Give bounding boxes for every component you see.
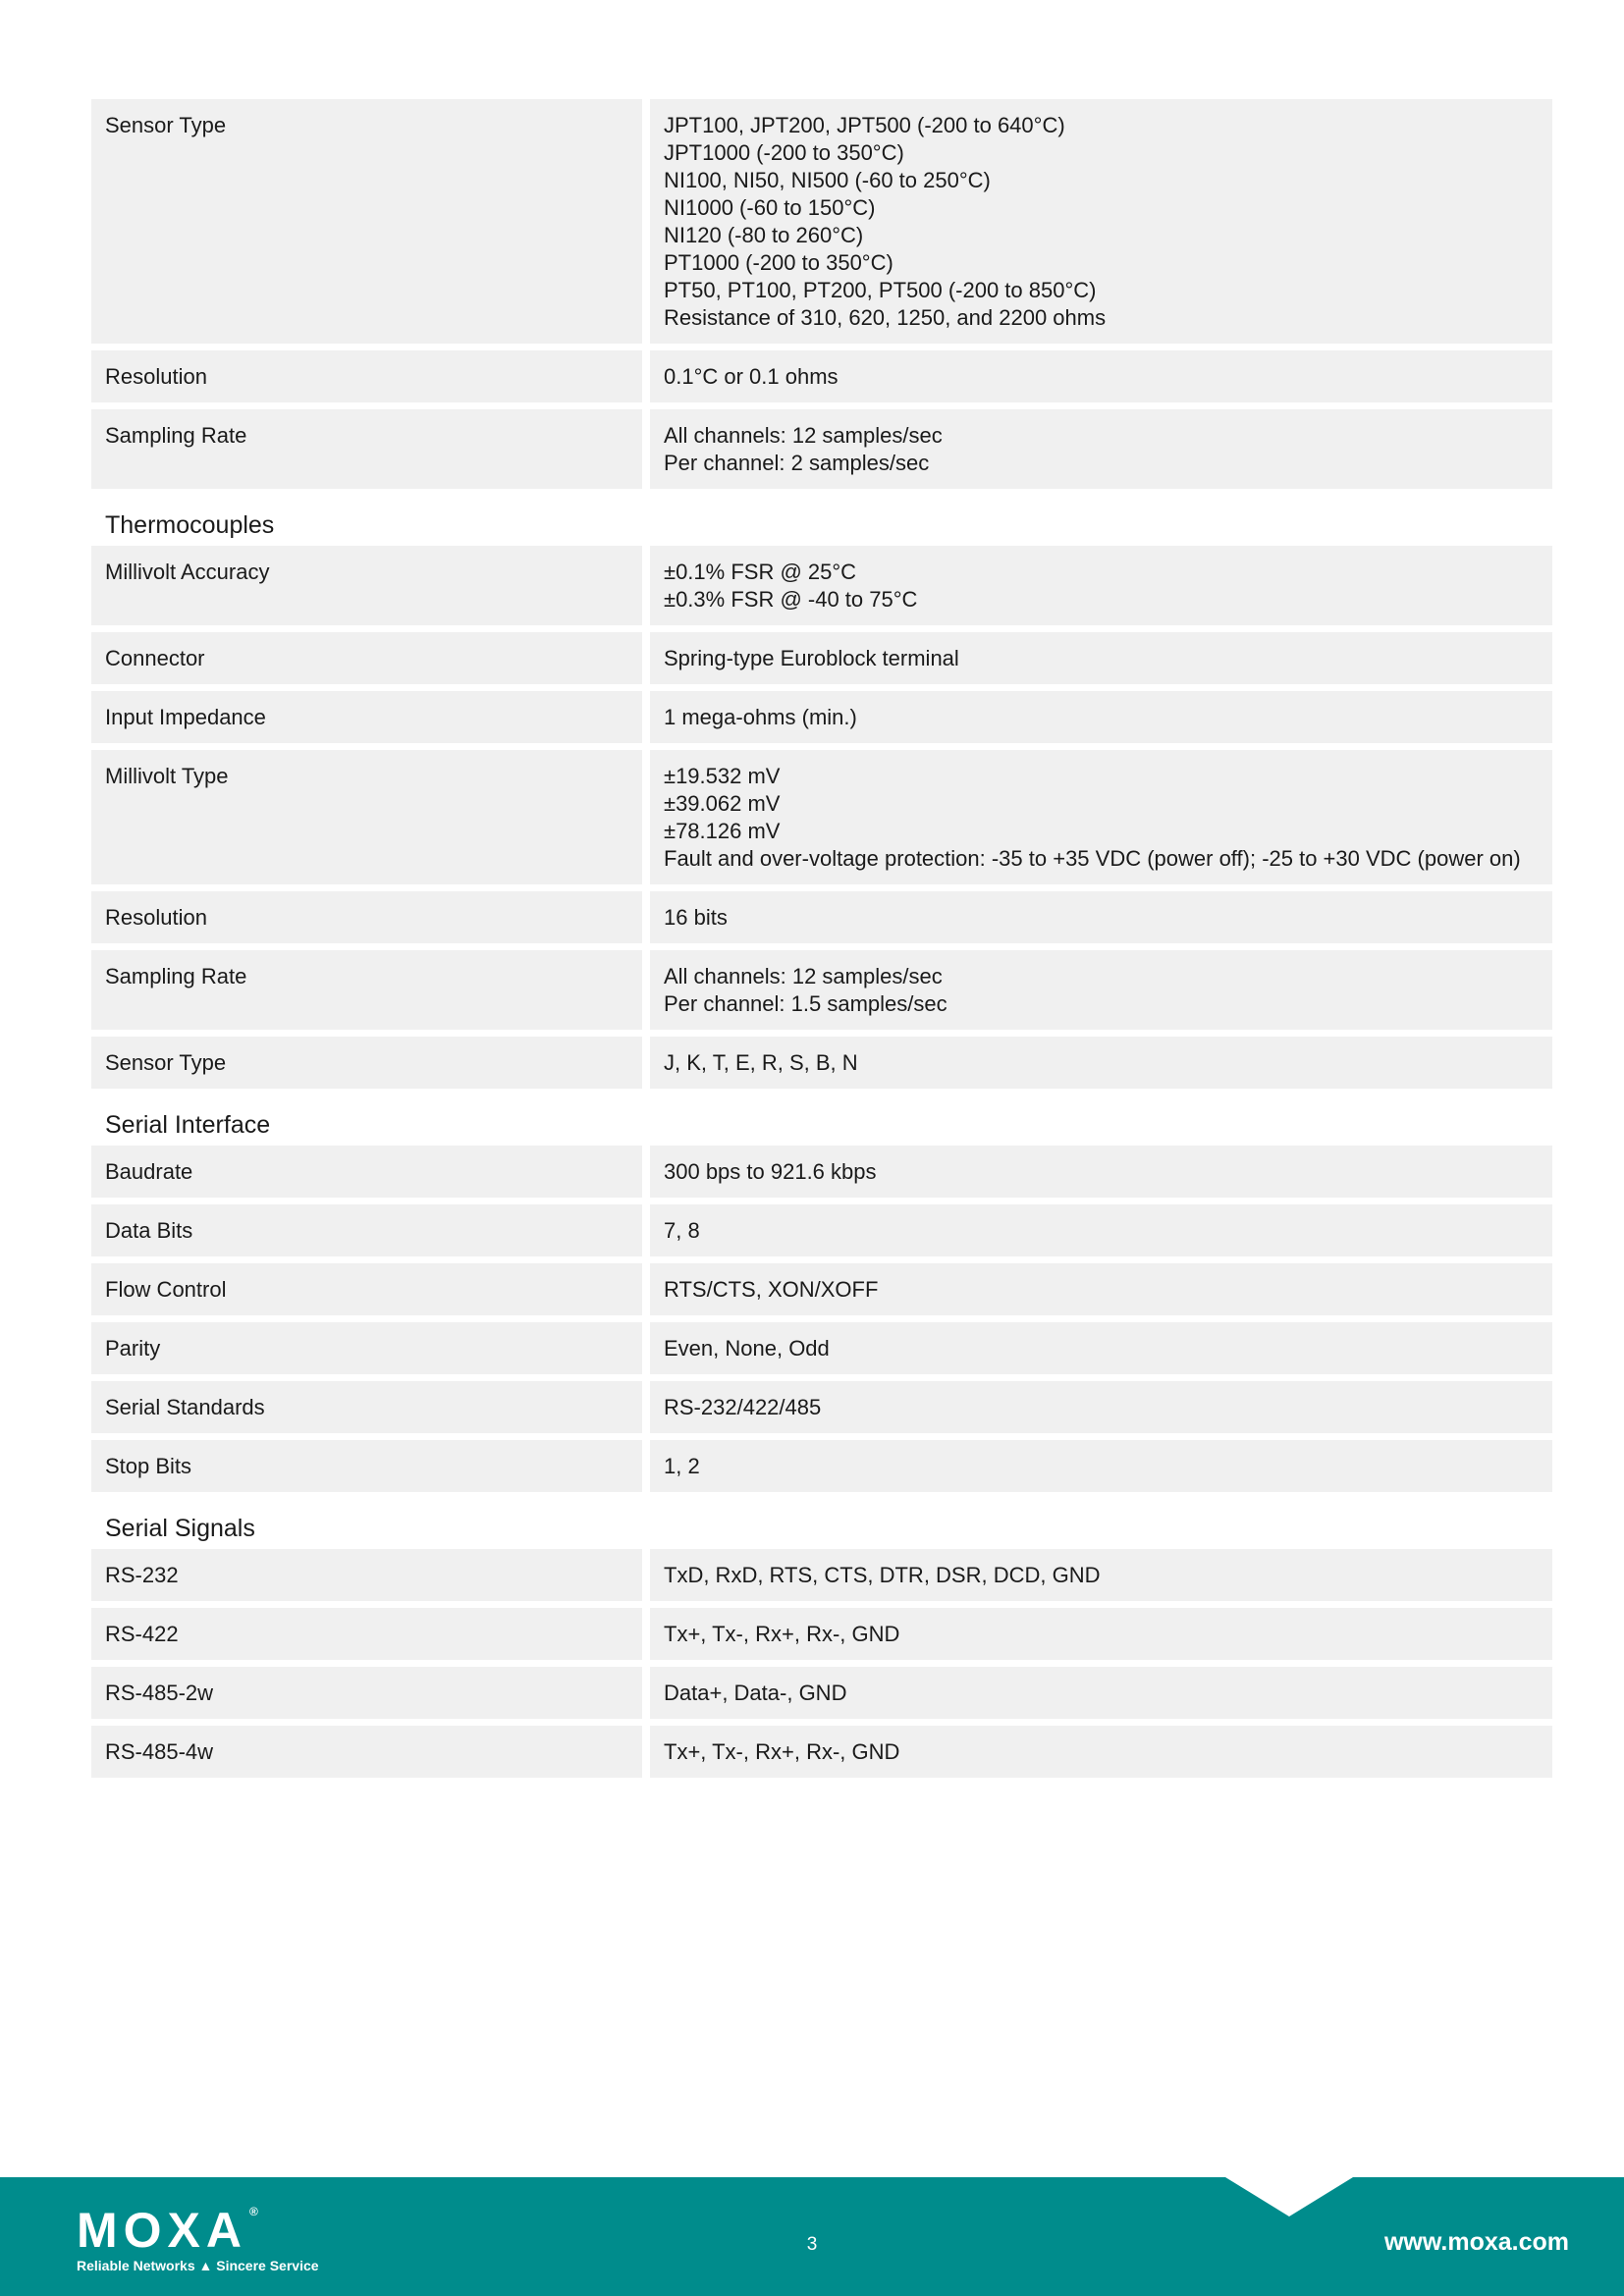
spec-value-line: J, K, T, E, R, S, B, N [664, 1050, 858, 1075]
spec-row [91, 950, 1552, 1030]
serial-signals-group [91, 1549, 1552, 1778]
spec-value [650, 1608, 1552, 1660]
spec-value-line: JPT1000 (-200 to 350°C) [664, 140, 904, 165]
spec-value-line: 300 bps to 921.6 kbps [664, 1159, 877, 1184]
spec-value-line: 1 mega-ohms (min.) [664, 705, 857, 729]
spec-value-line: Tx+, Tx-, Rx+, Rx-, GND [664, 1622, 900, 1646]
logo-wordmark [77, 2203, 319, 2258]
spec-value [650, 632, 1552, 684]
spec-value [650, 99, 1552, 344]
spec-row [91, 409, 1552, 489]
spec-row [91, 1726, 1552, 1778]
spec-value-line: Fault and over-voltage protection: -35 to +35 VDC (power off); -25 to +30 VDC (power on) [664, 846, 1521, 871]
spec-value [650, 1146, 1552, 1198]
spec-label: Sampling Rate [91, 409, 642, 489]
spec-row [91, 1440, 1552, 1492]
spec-value [650, 950, 1552, 1030]
website-link[interactable]: www.moxa.com [1383, 2228, 1569, 2256]
footer-notch [1225, 2177, 1353, 2216]
spec-value [650, 1204, 1552, 1256]
spec-value-line: 1, 2 [664, 1454, 700, 1478]
spec-value-line: Resistance of 310, 620, 1250, and 2200 ohms [664, 305, 1107, 330]
spec-label: Input Impedance [91, 691, 642, 743]
spec-label: RS-485-4w [91, 1726, 642, 1778]
spec-row [91, 691, 1552, 743]
spec-row [91, 1322, 1552, 1374]
spec-value [650, 1263, 1552, 1315]
spec-row [91, 1608, 1552, 1660]
spec-label: RS-422 [91, 1608, 642, 1660]
rtd-group [91, 99, 1552, 489]
spec-value-line: All channels: 12 samples/sec [664, 964, 943, 988]
spec-row [91, 1146, 1552, 1198]
spec-row [91, 632, 1552, 684]
serial-interface-group [91, 1146, 1552, 1492]
spec-row [91, 1204, 1552, 1256]
spec-value [650, 1322, 1552, 1374]
spec-value-line: RTS/CTS, XON/XOFF [664, 1277, 879, 1302]
spec-value-line: Tx+, Tx-, Rx+, Rx-, GND [664, 1739, 900, 1764]
logo-text: MOXA [77, 2203, 247, 2258]
spec-label: Sensor Type [91, 99, 642, 344]
spec-value-line: NI100, NI50, NI500 (-60 to 250°C) [664, 168, 991, 192]
logo-tagline: Reliable Networks ▲ Sincere Service [77, 2258, 319, 2273]
spec-row [91, 99, 1552, 344]
spec-label: Baudrate [91, 1146, 642, 1198]
spec-value [650, 1440, 1552, 1492]
spec-label: Data Bits [91, 1204, 642, 1256]
spec-value [650, 1667, 1552, 1719]
spec-value-line: ±78.126 mV [664, 819, 781, 843]
spec-label: Resolution [91, 350, 642, 402]
spec-value-line: TxD, RxD, RTS, CTS, DTR, DSR, DCD, GND [664, 1563, 1101, 1587]
spec-value-line: Even, None, Odd [664, 1336, 830, 1361]
spec-value-line: JPT100, JPT200, JPT500 (-200 to 640°C) [664, 113, 1065, 137]
spec-label: Flow Control [91, 1263, 642, 1315]
spec-value [650, 1037, 1552, 1089]
spec-label: Millivolt Type [91, 750, 642, 884]
spec-value-line: 16 bits [664, 905, 728, 930]
spec-row [91, 750, 1552, 884]
spec-row [91, 1549, 1552, 1601]
spec-table [91, 99, 1552, 1785]
page-footer [0, 2177, 1624, 2296]
spec-value-line: 0.1°C or 0.1 ohms [664, 364, 839, 389]
spec-value-line: ±0.1% FSR @ 25°C [664, 560, 857, 584]
spec-value-line: PT50, PT100, PT200, PT500 (-200 to 850°C) [664, 278, 1097, 302]
spec-value [650, 1549, 1552, 1601]
spec-label: Parity [91, 1322, 642, 1374]
spec-value-line: NI120 (-80 to 260°C) [664, 223, 864, 247]
spec-value [650, 546, 1552, 625]
page-number: 3 [806, 2234, 818, 2255]
spec-value [650, 409, 1552, 489]
section-title-serial-signals: Serial Signals [105, 1515, 255, 1542]
spec-row [91, 1667, 1552, 1719]
spec-value-line: ±19.532 mV [664, 764, 781, 788]
spec-value-line: Data+, Data-, GND [664, 1681, 847, 1705]
spec-value-line: Per channel: 2 samples/sec [664, 451, 930, 475]
spec-value [650, 350, 1552, 402]
section-title-serial-interface: Serial Interface [105, 1111, 271, 1139]
spec-label: Connector [91, 632, 642, 684]
spec-label: Sampling Rate [91, 950, 642, 1030]
registered-mark: ® [249, 2205, 258, 2218]
spec-value-line: RS-232/422/485 [664, 1395, 822, 1419]
moxa-logo [77, 2203, 319, 2273]
spec-value-line: PT1000 (-200 to 350°C) [664, 250, 893, 275]
spec-row [91, 891, 1552, 943]
spec-value-line: 7, 8 [664, 1218, 700, 1243]
spec-label: Resolution [91, 891, 642, 943]
spec-value-line: Spring-type Euroblock terminal [664, 646, 959, 670]
spec-label: Sensor Type [91, 1037, 642, 1089]
spec-label: RS-485-2w [91, 1667, 642, 1719]
spec-value [650, 750, 1552, 884]
spec-label: Millivolt Accuracy [91, 546, 642, 625]
spec-row [91, 1037, 1552, 1089]
spec-value-line: ±0.3% FSR @ -40 to 75°C [664, 587, 918, 612]
spec-value [650, 1726, 1552, 1778]
spec-row [91, 350, 1552, 402]
spec-value-line: NI1000 (-60 to 150°C) [664, 195, 876, 220]
spec-value-line: Per channel: 1.5 samples/sec [664, 991, 947, 1016]
spec-label: Stop Bits [91, 1440, 642, 1492]
spec-value [650, 1381, 1552, 1433]
spec-label: RS-232 [91, 1549, 642, 1601]
thermocouples-group [91, 546, 1552, 1089]
spec-label: Serial Standards [91, 1381, 642, 1433]
spec-value-line: ±39.062 mV [664, 791, 781, 816]
spec-value [650, 691, 1552, 743]
spec-value [650, 891, 1552, 943]
spec-value-line: All channels: 12 samples/sec [664, 423, 943, 448]
spec-row [91, 1381, 1552, 1433]
spec-row [91, 546, 1552, 625]
spec-row [91, 1263, 1552, 1315]
section-title-thermocouples: Thermocouples [105, 511, 275, 539]
